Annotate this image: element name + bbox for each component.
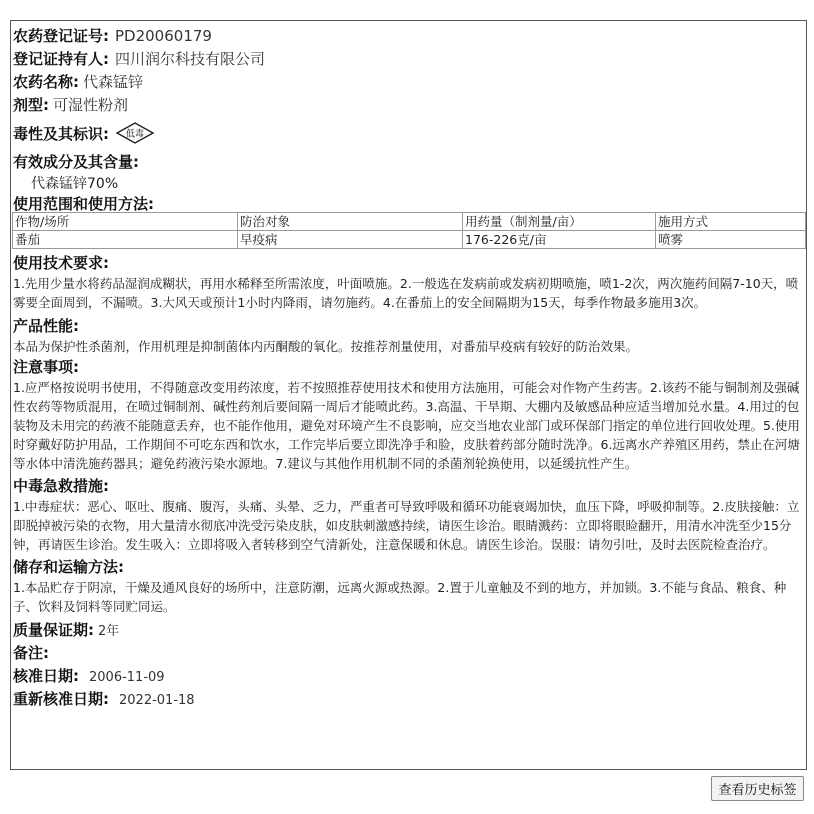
usage-row bbox=[13, 193, 804, 212]
header-method: 施用方式 bbox=[656, 213, 806, 231]
shelf-life-value: 2年 bbox=[98, 624, 120, 639]
cautions-label: 注意事项: bbox=[13, 358, 79, 376]
formulation-row bbox=[13, 94, 804, 117]
ingredient-label: 有效成分及其含量: bbox=[13, 153, 139, 171]
reapproval-date-label: 重新核准日期: bbox=[13, 690, 109, 708]
reg-no-value: PD20060179 bbox=[115, 27, 212, 45]
holder-label: 登记证持有人: bbox=[13, 50, 109, 68]
remarks-row bbox=[13, 642, 804, 665]
reg-no-label: 农药登记证号: bbox=[13, 27, 109, 45]
reg-no-row bbox=[13, 25, 804, 48]
storage-label: 储存和运输方法: bbox=[13, 558, 124, 576]
approval-date-label: 核准日期: bbox=[13, 667, 79, 685]
technique-label: 使用技术要求: bbox=[13, 254, 109, 272]
shelf-life-row bbox=[13, 619, 804, 642]
cell-target: 早疫病 bbox=[238, 231, 463, 249]
name-label: 农药名称: bbox=[13, 73, 79, 91]
cell-crop: 番茄 bbox=[13, 231, 238, 249]
usage-table bbox=[12, 212, 806, 249]
reapproval-date-value: 2022-01-18 bbox=[119, 693, 195, 708]
toxicity-diamond-icon bbox=[115, 122, 155, 144]
cell-dosage: 176-226克/亩 bbox=[463, 231, 656, 249]
formulation-label: 剂型: bbox=[13, 96, 49, 114]
table-row bbox=[13, 231, 806, 249]
ingredient-row bbox=[13, 151, 804, 173]
storage-text: 1.本品贮存于阴凉，干燥及通风良好的场所中，注意防潮，远离火源或热源。2.置于儿童触及不到的地方，并加锁。3.不能与食品、粮食、种子、饮料及饲料等同贮同运。 bbox=[13, 580, 787, 614]
performance-text: 本品为保护性杀菌剂，作用机理是抑制菌体内丙酮酸的氧化。按推荐剂量使用，对番茄早疫病有较好的防治效果。 bbox=[13, 339, 639, 354]
cautions-row bbox=[13, 356, 804, 378]
name-value: 代森锰锌 bbox=[83, 73, 144, 91]
toxicity-row bbox=[13, 117, 804, 149]
holder-row bbox=[13, 48, 804, 71]
performance-row bbox=[13, 315, 804, 337]
storage-row bbox=[13, 556, 804, 578]
performance-label: 产品性能: bbox=[13, 317, 79, 335]
ingredient-value: 代森锰锌70% bbox=[31, 176, 119, 192]
holder-value: 四川润尔科技有限公司 bbox=[115, 50, 266, 68]
approval-date-value: 2006-11-09 bbox=[89, 670, 165, 685]
label-detail-panel bbox=[10, 20, 807, 770]
usage-label: 使用范围和使用方法: bbox=[13, 195, 154, 213]
header-target: 防治对象 bbox=[238, 213, 463, 231]
remarks-label: 备注: bbox=[13, 644, 49, 662]
header-crop: 作物/场所 bbox=[13, 213, 238, 231]
first-aid-row bbox=[13, 475, 804, 497]
cautions-text: 1.应严格按说明书使用，不得随意改变用药浓度，若不按照推荐使用技术和使用方法施用，可能会对作物产生药害。2.该药不能与铜制剂及强碱性农药等物质混用，在喷过铜制剂、碱性药剂后要间隔一周后才能喷此药。3.高温、干旱期、大棚内及敏感品种应适当增加兑水量。4.用过的包装物及未用完的药液不能随意丢弃，也不能作他用，避免对环境产生不良影响，应交当地农业部门或环保部门指定的单位进行回收处理。5.使用时穿戴好防护用品，工作期间不可吃东西和饮水，工作完毕后要立即洗净手和脸，皮肤着药部分随时洗净。6.远离水产养殖区用药，禁止在河塘等水体中清洗施药器具；避免药液污染水源地。7.建议与其他作用机制不同的杀菌剂轮换使用，以延缓抗性产生。 bbox=[13, 380, 800, 471]
first-aid-text: 1.中毒症状：恶心、呕吐、腹痛、腹泻，头痛、头晕、乏力，严重者可导致呼吸和循环功能衰竭加快，血压下降，呼吸抑制等。2.皮肤接触：立即脱掉被污染的衣物，用大量清水彻底冲洗受污染皮肤，如皮肤刺激感持续，请医生诊治。眼睛溅药：立即将眼睑翻开，用清水冲洗至少15分钟，再请医生诊治。发生吸入：立即将吸入者转移到空气清新处，注意保暖和休息。请医生诊治。误服：请勿引吐，及时去医院检查治疗。 bbox=[13, 499, 800, 552]
view-history-labels-button[interactable]: 查看历史标签 bbox=[711, 776, 804, 801]
shelf-life-label: 质量保证期: bbox=[13, 621, 94, 639]
name-row bbox=[13, 71, 804, 94]
approval-date-row bbox=[13, 665, 804, 688]
usage-table-header bbox=[13, 213, 806, 231]
reapproval-date-row bbox=[13, 688, 804, 711]
technique-text: 1.先用少量水将药品湿润成糊状，再用水稀释至所需浓度，叶面喷施。2.一般选在发病前或发病初期喷施，喷1-2次，两次施药间隔7-10天，喷雾要全面周到，不漏喷。3.大风天或预计1小时内降雨，请勿施药。4.在番茄上的安全间隔期为15天，每季作物最多施用3次。 bbox=[13, 276, 799, 310]
toxicity-badge-text: 低毒 bbox=[125, 129, 145, 140]
cell-method: 喷雾 bbox=[656, 231, 806, 249]
first-aid-label: 中毒急救措施: bbox=[13, 477, 109, 495]
header-dosage: 用药量（制剂量/亩） bbox=[463, 213, 656, 231]
technique-row bbox=[13, 252, 804, 274]
formulation-value: 可湿性粉剂 bbox=[53, 96, 129, 114]
toxicity-label: 毒性及其标识: bbox=[13, 124, 109, 143]
